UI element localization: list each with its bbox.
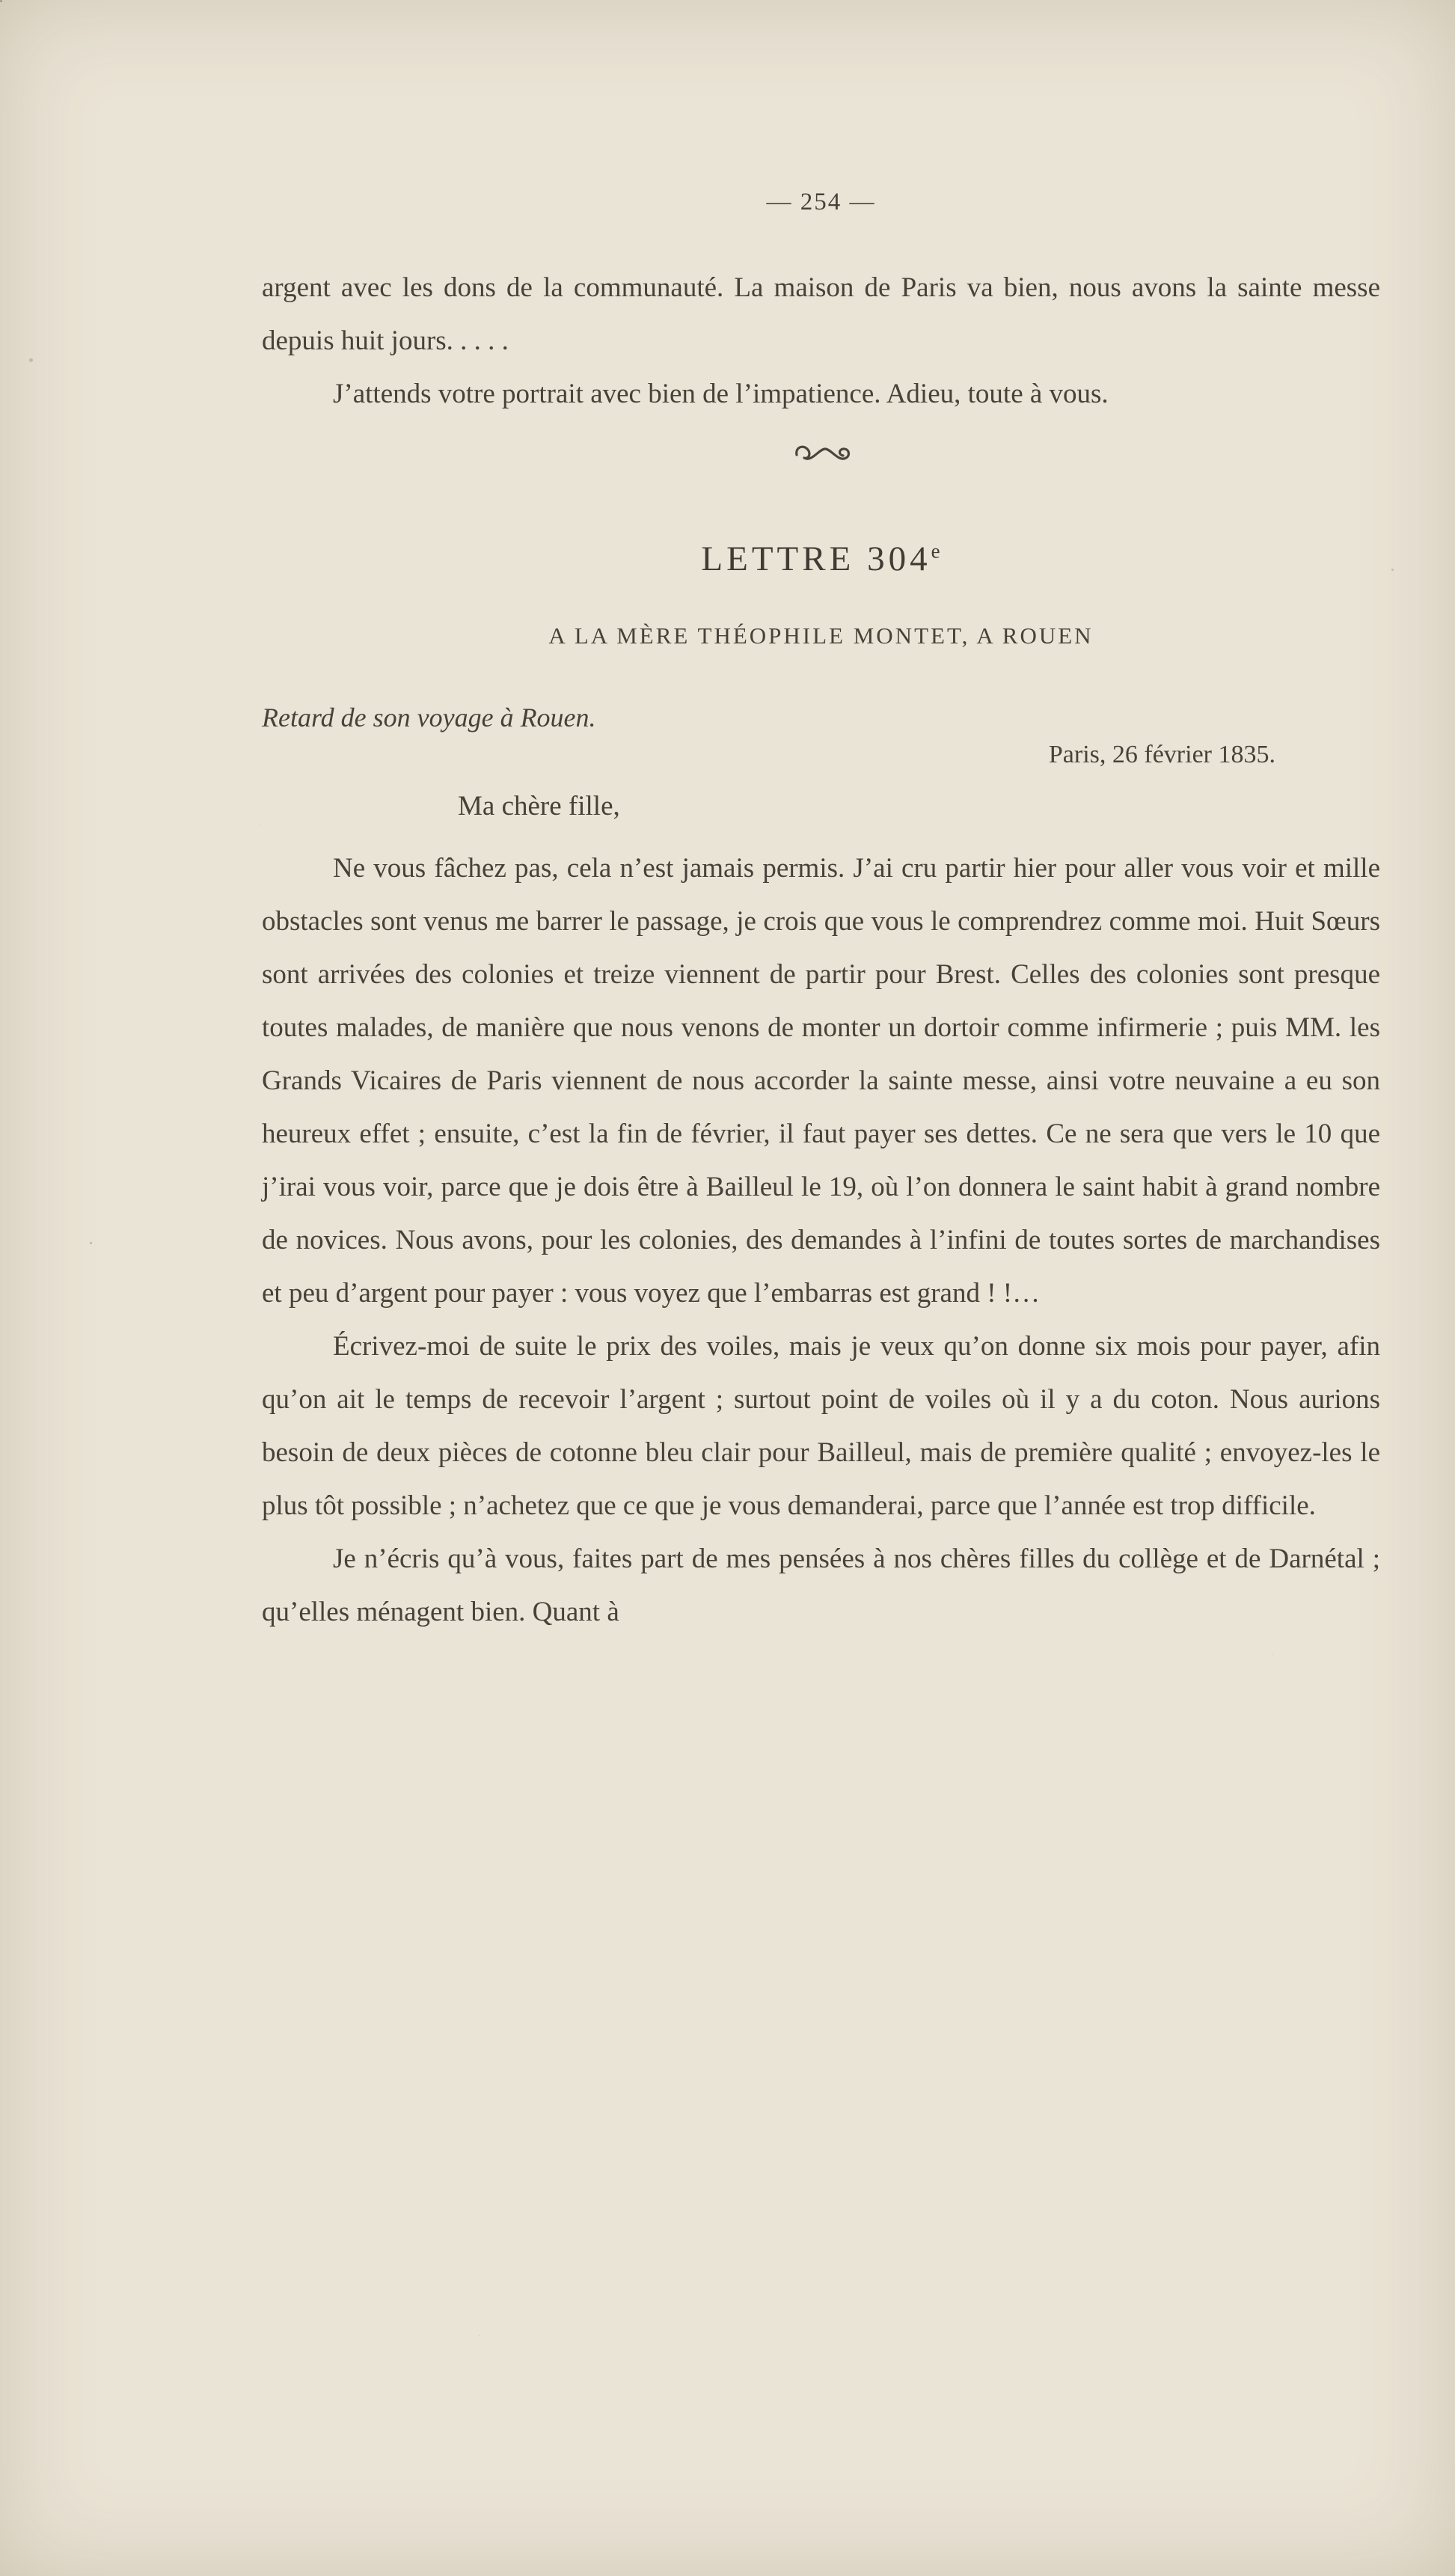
- letter-paragraph: Ne vous fâchez pas, cela n’est jamais permis. J’ai cru partir hier pour aller vous voir et mille obstacles sont venus me barrer le passage, je crois que vous le comprendrez comme moi. Huit Sœurs sont arrivées des colonies et treize viennent de partir pour Brest. Celles des colonies sont presque toutes malades, de manière que nous venons de monter un dortoir comme infirmerie ; puis MM. les Grands Vicaires de Paris viennent de nous accorder la sainte messe, ainsi votre neuvaine a eu son heureux effet ; ensuite, c’est la fin de février, il faut payer ses dettes. Ce ne sera que vers le 10 que j’irai vous voir, parce que je dois être à Bailleul le 19, où l’on donnera le saint habit à grand nombre de novices. Nous avons, pour les colonies, des demandes à l’infini de toutes sortes de marchandises et peu d’argent pour payer : vous voyez que l’embarras est grand ! !…: [262, 853, 1380, 1309]
- letter-recipient: A LA MÈRE THÉOPHILE MONTET, A ROUEN: [548, 622, 1094, 649]
- letter-title: [262, 539, 1380, 579]
- letter-body: [262, 842, 1380, 1639]
- scan-specks: [0, 0, 2, 2]
- letter-title-text: LETTRE 304: [701, 539, 931, 578]
- letter-salutation: Ma chère fille,: [458, 791, 620, 822]
- page-number: — 254 —: [766, 189, 876, 215]
- letter-title-ordinal: e: [931, 539, 941, 563]
- letter-paragraph: Je n’écris qu’à vous, faites part de mes pensées à nos chères filles du collège et de Darnétal ; qu’elles ménagent bien. Quant à: [262, 1544, 1380, 1627]
- letter-dateline: Paris, 26 février 1835.: [1048, 741, 1275, 768]
- previous-letter-continuation: [262, 261, 1380, 420]
- letter-subject: Retard de son voyage à Rouen.: [262, 703, 596, 732]
- continuation-paragraph: argent avec les dons de la communauté. La maison de Paris va bien, nous avons la sainte messe depuis huit jours. . . . .: [262, 272, 1380, 356]
- section-divider: [262, 438, 1380, 471]
- letter-paragraph: Écrivez-moi de suite le prix des voiles, mais je veux qu’on donne six mois pour payer, afin qu’on ait le temps de recevoir l’argent ; surtout point de voiles où il y a du coton. Nous aurions besoin de deux pièces de cotonne bleu clair pour Bailleul, mais de première qualité ; envoyez-les le plus tôt possible ; n’achetez que ce que je vous demanderai, parce que l’année est trop difficile.: [262, 1331, 1380, 1521]
- fleuron-icon: [792, 459, 851, 471]
- continuation-paragraph: J’attends votre portrait avec bien de l’impatience. Adieu, toute à vous.: [333, 379, 1109, 409]
